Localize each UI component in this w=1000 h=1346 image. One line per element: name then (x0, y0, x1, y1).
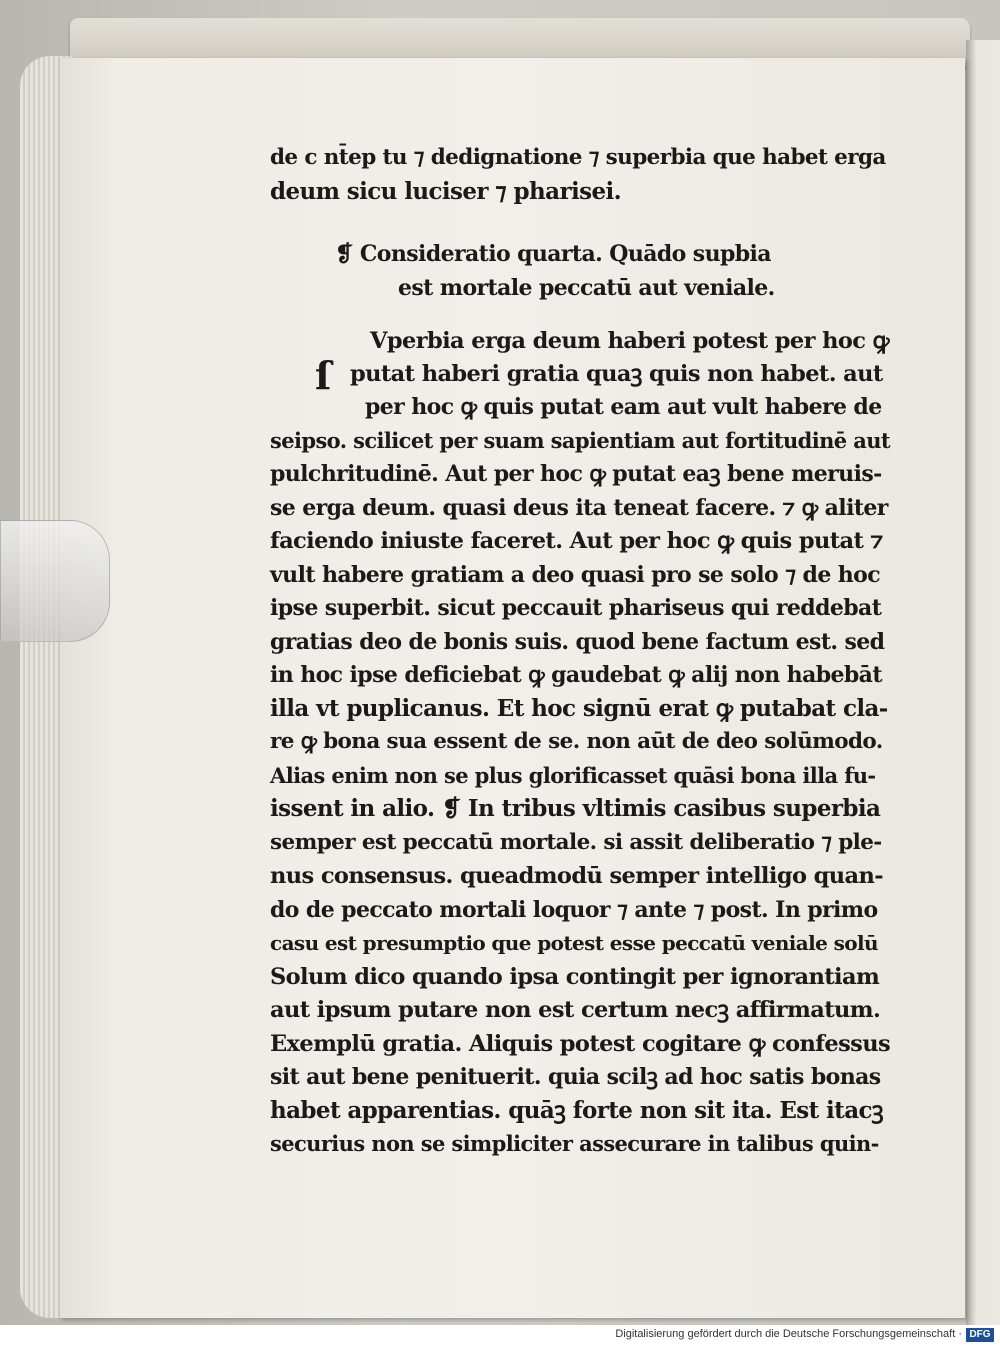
body-line: se erga deum. quasi deus ita teneat facere. ⁊ ꝙ aliter (270, 495, 888, 521)
body-line: illa vt puplicanus. Et hoc signū erat ꝙ putabat cla- (270, 695, 888, 722)
body-line: do de peccato mortali loquor ⁊ ante ⁊ post. In primo (270, 897, 878, 923)
facing-page-edge (966, 40, 1000, 1325)
body-line: seipso. scilicet per suam sapientiam aut fortitudinē aut (270, 428, 891, 453)
body-line: pulchritudinē. Aut per hoc ꝙ putat eaꝫ bene meruis- (270, 461, 882, 487)
body-line: re ꝙ bona sua essent de se. non aūt de deo solūmodo. (270, 729, 883, 754)
body-line: putat haberi gratia quaꝫ quis non habet. aut (350, 361, 883, 387)
text-line: deum sicu luciser ⁊ pharisei. (270, 178, 622, 205)
body-line: sit aut bene penituerit. quia scilꝫ ad hoc satis bonas (270, 1064, 881, 1090)
section-heading-line: est mortale peccatū aut veniale. (398, 275, 775, 301)
body-line: issent in alio. ❡ In tribus vltimis casibus superbia (270, 795, 881, 822)
body-line: Exemplū gratia. Aliquis potest cogitare ꝙ confessus (270, 1031, 891, 1057)
credit-text: Digitalisierung gefördert durch die Deutsche Forschungsgemeinschaft · (615, 1328, 962, 1340)
body-line: Vperbia erga deum haberi potest per hoc ꝙ (370, 328, 889, 354)
body-line: nus consensus. queadmodū semper intelligo quan- (270, 863, 883, 889)
credit-bar (0, 1325, 1000, 1346)
text-line: de c nt̄ep tu ⁊ dedignatione ⁊ superbia que habet erga (270, 145, 886, 170)
body-line: securius non se simpliciter assecurare in talibus quin- (270, 1131, 879, 1156)
body-line: casu est presumptio que potest esse peccatū veniale solū (270, 931, 878, 955)
body-line: ipse superbit. sicut peccauit phariseus qui reddebat (270, 595, 882, 621)
body-line: in hoc ipse deficiebat ꝙ gaudebat ꝙ alij non habebāt (270, 662, 882, 688)
body-line: aut ipsum putare non est certum necꝫ affirmatum. (270, 997, 881, 1023)
body-line: habet apparentias. quāꝫ forte non sit ita. Est itacꝫ (270, 1097, 884, 1124)
body-line: faciendo iniuste faceret. Aut per hoc ꝙ quis putat ⁊ (270, 528, 883, 554)
initial-letter: ſ (315, 353, 332, 398)
body-line: Solum dico quando ipsa contingit per ignorantiam (270, 964, 880, 990)
body-line: semper est peccatū mortale. si assit deliberatio ⁊ ple- (270, 830, 882, 855)
section-heading-line: ❡ Consideratio quarta. Quādo supbia (335, 241, 771, 267)
body-line: Alias enim non se plus glorificasset quāsi bona illa fu- (270, 763, 876, 788)
dfg-logo[interactable]: DFG (966, 1328, 994, 1342)
body-line: gratias deo de bonis suis. quod bene factum est. sed (270, 629, 885, 655)
body-line: vult habere gratiam a deo quasi pro se solo ⁊ de hoc (270, 562, 881, 588)
page-clip (0, 520, 110, 642)
body-line: per hoc ꝙ quis putat eam aut vult habere de (365, 394, 882, 420)
